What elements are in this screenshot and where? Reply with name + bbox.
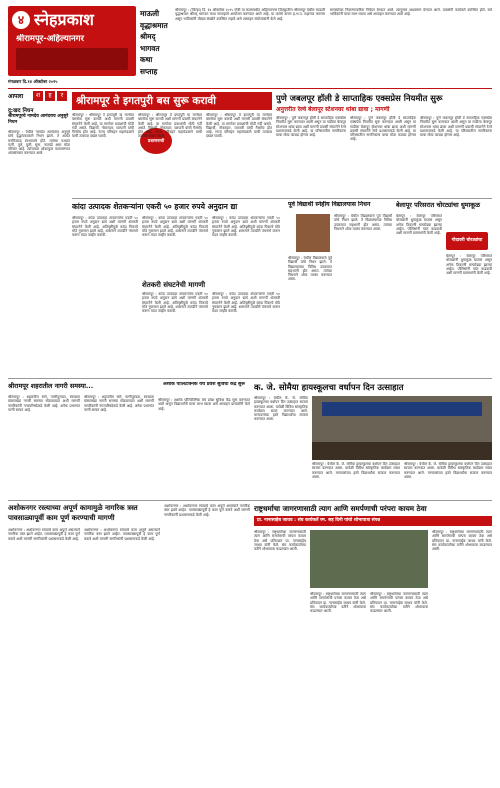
divider bbox=[8, 500, 492, 501]
pune-article: श्रीरामपूर : पुणे जबलपूर हॉली डे साप्ताहिक एक्सप्रेस नियमीत सुरू करण्यात आली असून या गाडीला बेलापूर स्टेशनवर थांबा द्यावा अशी मागणी प्रवासी संघटनेने रेल्वे प्रशासनाकडे केली आहे. या परिसरातील नागरिकांना याचा मोठा फायदा होणार आहे. bbox=[276, 116, 346, 138]
onion-article-col2: श्रीरामपूर : कांदा उत्पादक शेतकऱ्यांना एकरी ५० हजार रुपये अनुदान द्यावे अशी मागणी शेतकरी संघटनेने केली आहे. अतिवृष्टीमुळे कांदा पिकाचे मोठे नुकसान झाले आहे. शासनाने तातडीने पंचनामे करून मदत जाहीर करावी. bbox=[142, 216, 208, 238]
aapla-section bbox=[8, 91, 70, 103]
civic-article: श्रीरामपूर : शहरातील रस्ते, पाणीपुरवठा, स्वच्छता यांसारख्या नागरी समस्या सोडवाव्यात अशी मागणी नागरिकांनी नगरपरिषदेकडे केली आहे. अनेक प्रभागांत पाणी साचत आहे. bbox=[8, 395, 80, 412]
obituary-text: श्रीरामपूर : येथील नामदेव आनंदराव अनुसुरे यांचे वृद्धापकाळाने निधन झाले. ते अत्यंत मनमिळाऊ स्वभावाचे होते. त्यांच्या पश्चात पत्नी, मुले, मुली, सुना, नातवंडे असा मोठा परिवार आहे. त्यांच्यावर शोकाकुल वातावरणात अंत्यसंस्कार करण्यात आले. bbox=[8, 130, 70, 156]
stage-table bbox=[312, 442, 492, 460]
farmers-article: श्रीरामपूर : कांदा उत्पादक शेतकऱ्यांना एकरी ५० हजार रुपये अनुदान द्यावे अशी मागणी शेतकरी संघटनेने केली आहे. अतिवृष्टीमुळे कांदा पिकाचे मोठे नुकसान झाले आहे. शासनाने तातडीने पंचनामे करून मदत जाहीर करावी. bbox=[142, 292, 208, 314]
belapur-badge: गोदावरी चोरट्यांचा bbox=[446, 232, 488, 250]
rashtra-article-col3: श्रीरामपूर : राष्ट्रधर्माच्या जागरणासाठी त्याग आणि समर्पणाची परंपरा कायम ठेवा असे प्रतिपादन प्रा. नानासाहेब जाधव यांनी केले. संघ कार्यकर्त्यांच्या वतीने शोभायात्रा काढण्यात आली. bbox=[370, 592, 428, 614]
tagline-word: सप्ताह bbox=[140, 66, 158, 76]
issue-badge: ४ bbox=[12, 11, 30, 29]
soumya-article-col3: श्रीरामपूर : येथील के. जे. सोमैया हायस्कूलचा वर्धापन दिन उत्साहात साजरा करण्यात आला. यावेळी विविध सांस्कृतिक कार्यक्रम सादर करण्यात आले. मान्यवरांच्या हस्ते विद्यार्थ्यांचा सत्कार करण्यात आला. bbox=[404, 462, 492, 479]
masthead-title: स्नेहप्रकाश bbox=[34, 10, 94, 29]
divider bbox=[8, 378, 492, 379]
tagline-column bbox=[140, 8, 170, 84]
tagline-word: श्रीमद् bbox=[140, 32, 156, 41]
rashtra-article: श्रीरामपूर : राष्ट्रधर्माच्या जागरणासाठी त्याग आणि समर्पणाची परंपरा कायम ठेवा असे प्रतिपादन प्रा. नानासाहेब जाधव यांनी केले. संघ कार्यकर्त्यांच्या वतीने शोभायात्रा काढण्यात आली. bbox=[254, 530, 306, 552]
admin-badge: प्रशासनाची bbox=[140, 128, 172, 154]
soumya-article-col2: श्रीरामपूर : येथील के. जे. सोमैया हायस्कूलचा वर्धापन दिन उत्साहात साजरा करण्यात आला. यावेळी विविध सांस्कृतिक कार्यक्रम सादर करण्यात आले. मान्यवरांच्या हस्ते विद्यार्थ्यांचा सत्कार करण्यात आला. bbox=[312, 462, 400, 479]
pune-article-col2: श्रीरामपूर : पुणे जबलपूर हॉली डे साप्ताहिक एक्सप्रेस नियमीत सुरू करण्यात आली असून या गाडीला बेलापूर स्टेशनवर थांबा द्यावा अशी मागणी प्रवासी संघटनेने रेल्वे प्रशासनाकडे केली आहे. या परिसरातील नागरिकांना याचा मोठा फायदा होणार आहे. bbox=[350, 116, 416, 142]
bus-article-col2: श्रीरामपूर : श्रीरामपूर ते इगतपुरी या मार्गावर बससेवा सुरू करावी अशी मागणी प्रवासी संघटनेने केली आहे. या मार्गावर प्रवाशांची मोठी गर्दी असते. विद्यार्थी, नोकरदार, व्यापारी यांची गैरसोय होत आहे. राज्य परिवहन महामंडळाने याची तत्काळ दखल घ्यावी. bbox=[138, 113, 202, 139]
tagline-word: वृद्धाश्रमात bbox=[140, 20, 168, 30]
rashtra-subheadline-bar bbox=[254, 516, 492, 526]
bus-article: श्रीरामपूर : श्रीरामपूर ते इगतपुरी या मार्गावर बससेवा सुरू करावी अशी मागणी प्रवासी संघटनेने केली आहे. या मार्गावर प्रवाशांची मोठी गर्दी असते. विद्यार्थी, नोकरदार, व्यापारी यांची गैरसोय होत आहे. राज्य परिवहन महामंडळाने याची तत्काळ दखल घ्यावी. bbox=[72, 113, 134, 139]
aapla-letter: श bbox=[33, 91, 43, 101]
obituary-name: श्रीरामपूरचे नामदेव आनंदराव अनुसुरे निधन bbox=[8, 114, 69, 125]
obituary-head: दु:खद निधन bbox=[8, 108, 34, 114]
onion-article: श्रीरामपूर : कांदा उत्पादक शेतकऱ्यांना एकरी ५० हजार रुपये अनुदान द्यावे अशी मागणी शेतकरी संघटनेने केली आहे. अतिवृष्टीमुळे कांदा पिकाचे मोठे नुकसान झाले आहे. शासनाने तातडीने पंचनामे करून मदत जाहीर करावी. bbox=[72, 216, 138, 238]
banner bbox=[322, 402, 482, 416]
ashok-road-article: अशोकनगर : अशोकनगर रस्त्याचे काम अपूर्ण असल्याने नागरिक त्रस्त झाले आहेत. पावसाळ्यापूर्वी हे काम पूर्ण करावे अशी मागणी नागरिकांनी प्रशासनाकडे केली आहे. bbox=[8, 528, 80, 541]
bus-headline-text: श्रीरामपूर ते इगतपुरी बस सुरू करावी bbox=[76, 95, 216, 107]
ashok-headline: अशोक पॉलिटेक्निक येथे प्रवेश सुविधा केंद्र सुरू bbox=[162, 382, 246, 387]
farmers-article-col2: श्रीरामपूर : कांदा उत्पादक शेतकऱ्यांना एकरी ५० हजार रुपये अनुदान द्यावे अशी मागणी शेतकरी संघटनेने केली आहे. अतिवृष्टीमुळे कांदा पिकाचे मोठे नुकसान झाले आहे. शासनाने तातडीने पंचनामे करून मदत जाहीर करावी. bbox=[212, 292, 280, 314]
masthead-news-left: श्रीरामपूर : (जिल्हा) दि. १४ ऑक्टोबर २०२५ रोजी या कालावधीत अहिल्यानगर जिल्ह्यातील श्रीरामपूर येथील माऊली वृद्धाश्रमात श्रीमद् भागवत कथा सप्ताहाचे आयोजन करण्यात आले आहे. या कथेचे वाचन ह.भ.प. महाराज करणार असून भाविकांनी मोठ्या संख्येने उपस्थित राहावे असे आवाहन संयोजकांनी केले आहे. bbox=[175, 8, 325, 21]
bus-headline bbox=[72, 92, 272, 110]
sthapan-headline: पूर्व विद्यार्थी स्नेहीय विद्यालयास निधन bbox=[288, 201, 371, 208]
belapur-article-col2: बेलापूर : बेलापूर परिसरात चोरट्यांनी धुमाकूळ घातला असून अनेक ठिकाणी घरफोड्या झाल्या आहेत. पोलिसांनी गस्त वाढवावी अशी मागणी ग्रामस्थांनी केली आहे. bbox=[446, 254, 492, 276]
tagline-word: माऊली bbox=[140, 9, 160, 18]
civic-article-col2: श्रीरामपूर : शहरातील रस्ते, पाणीपुरवठा, स्वच्छता यांसारख्या नागरी समस्या सोडवाव्यात अशी मागणी नागरिकांनी नगरपरिषदेकडे केली आहे. अनेक प्रभागांत पाणी साचत आहे. bbox=[84, 395, 154, 412]
ashok-article: श्रीरामपूर : अशोक पॉलिटेक्निक येथे प्रवेश सुविधा केंद्र सुरू करण्यात आले असून विद्यार्थ्यांनी याचा लाभ घ्यावा असे आवाहन प्राचार्यांनी केले आहे. bbox=[158, 398, 250, 411]
divider bbox=[72, 198, 492, 199]
civic-headline: श्रीरामपूर शहरातील नागरी समस्या... bbox=[8, 382, 94, 390]
aapla-letter: ह bbox=[45, 91, 55, 101]
masthead bbox=[8, 6, 136, 86]
rashtra-article-col2: श्रीरामपूर : राष्ट्रधर्माच्या जागरणासाठी त्याग आणि समर्पणाची परंपरा कायम ठेवा असे प्रतिपादन प्रा. नानासाहेब जाधव यांनी केले. संघ कार्यकर्त्यांच्या वतीने शोभायात्रा काढण्यात आली. bbox=[310, 592, 366, 614]
ashok-road-article-col2: अशोकनगर : अशोकनगर रस्त्याचे काम अपूर्ण असल्याने नागरिक त्रस्त झाले आहेत. पावसाळ्यापूर्वी हे काम पूर्ण करावे अशी मागणी नागरिकांनी प्रशासनाकडे केली आहे. bbox=[84, 528, 160, 541]
soumya-photo bbox=[312, 396, 492, 460]
onion-headline: कांदा उत्पादक शेतकऱ्यांना एकरी ५० हजार रुपये अनुदान द्या bbox=[72, 202, 238, 211]
aapla-letter: र bbox=[57, 91, 67, 101]
tagline-word: कथा bbox=[140, 55, 153, 64]
rashtra-article-col4: श्रीरामपूर : राष्ट्रधर्माच्या जागरणासाठी त्याग आणि समर्पणाची परंपरा कायम ठेवा असे प्रतिपादन प्रा. नानासाहेब जाधव यांनी केले. संघ कार्यकर्त्यांच्या वतीने शोभायात्रा काढण्यात आली. bbox=[432, 530, 492, 552]
pune-article-col3: श्रीरामपूर : पुणे जबलपूर हॉली डे साप्ताहिक एक्सप्रेस नियमीत सुरू करण्यात आली असून या गाडीला बेलापूर स्टेशनवर थांबा द्यावा अशी मागणी प्रवासी संघटनेने रेल्वे प्रशासनाकडे केली आहे. या परिसरातील नागरिकांना याचा मोठा फायदा होणार आहे. bbox=[420, 116, 492, 138]
rashtra-headline: राष्ट्रधर्माचा जागरणासाठी त्याग आणि समर्पणाची परंपरा कायम ठेवा bbox=[254, 504, 427, 513]
sthapan-article: श्रीरामपूर : येथील विद्यालयाचे पूर्व विद्यार्थी यांचे निधन झाले. ते विद्यालयाच्या विविध उपक्रमात सहभागी होत असत. त्यांच्या निधनाने शोक व्यक्त करण्यात आला. bbox=[334, 214, 392, 231]
rashtra-subheadline: प्रा. नानासाहेब जाधव : संघ कार्यकर्ते रम. सह दिनी पांचो शोभायात्रा संपन्न bbox=[257, 518, 380, 523]
dateline: मंगळवार दि.१४ ऑक्टोबर २०२५ bbox=[8, 79, 58, 84]
farmers-headline: शेतकरी संघटनेची मागणी bbox=[142, 281, 206, 289]
sthapan-article-col2: श्रीरामपूर : येथील विद्यालयाचे पूर्व विद्यार्थी यांचे निधन झाले. ते विद्यालयाच्या विविध उपक्रमात सहभागी होत असत. त्यांच्या निधनाने शोक व्यक्त करण्यात आला. bbox=[288, 256, 332, 282]
soumya-article: श्रीरामपूर : येथील के. जे. सोमैया हायस्कूलचा वर्धापन दिन उत्साहात साजरा करण्यात आला. यावेळी विविध सांस्कृतिक कार्यक्रम सादर करण्यात आले. मान्यवरांच्या हस्ते विद्यार्थ्यांचा सत्कार करण्यात आला. bbox=[254, 396, 308, 422]
bus-article-col3: श्रीरामपूर : श्रीरामपूर ते इगतपुरी या मार्गावर बससेवा सुरू करावी अशी मागणी प्रवासी संघटनेने केली आहे. या मार्गावर प्रवाशांची मोठी गर्दी असते. विद्यार्थी, नोकरदार, व्यापारी यांची गैरसोय होत आहे. राज्य परिवहन महामंडळाने याची तत्काळ दखल घ्यावी. bbox=[206, 113, 272, 139]
masthead-subtitle: श्रीरामपूर-अहिल्यानगर bbox=[16, 34, 85, 44]
belapur-article: बेलापूर : बेलापूर परिसरात चोरट्यांनी धुमाकूळ घातला असून अनेक ठिकाणी घरफोड्या झाल्या आहेत. पोलिसांनी गस्त वाढवावी अशी मागणी ग्रामस्थांनी केली आहे. bbox=[396, 214, 442, 236]
ashok-road-headline: अशोकनगर रस्त्याच्या अपूर्ण कामामुळे नागरिक त्रस्त पावसाळ्यापूर्वी काम पूर्ण करण्याची मागणी bbox=[8, 504, 138, 522]
pune-headline: पुणे जबलपूर हॉली डे साप्ताहिक एक्सप्रेस नियमीत सुरू bbox=[276, 93, 443, 103]
belapur-headline: बेलापूर परिसरात चोरट्यांचा धुमाकूळ bbox=[396, 201, 481, 209]
pune-subheadline: अनुत्तरीत रेल्वे बेलापूर स्टेशनवर थांबा द्यावा ; मागणी bbox=[276, 106, 390, 113]
masthead-news-right: समस्यांच्या निवारणाकरिता निवेदन देण्यात आले. त्यानुसार आश्वासन देण्यात आले. याप्रसंगी कार्यकर्ते उपस्थित होते. सर्व भाविकांनी याचा लाभ घ्यावा असे आवाहन करण्यात आले आहे. bbox=[330, 8, 492, 17]
ashok-road-article-col3: अशोकनगर : अशोकनगर रस्त्याचे काम अपूर्ण असल्याने नागरिक त्रस्त झाले आहेत. पावसाळ्यापूर्वी हे काम पूर्ण करावे अशी मागणी नागरिकांनी प्रशासनाकडे केली आहे. bbox=[164, 504, 250, 517]
soumya-headline: क. जे. सोमैया हायस्कूलचा वर्धापन दिन उत्साहात bbox=[254, 382, 404, 392]
divider bbox=[8, 88, 492, 89]
rashtra-photo bbox=[310, 530, 428, 588]
sthapan-portrait bbox=[296, 214, 330, 252]
tagline-word: भागवत bbox=[140, 43, 160, 53]
masthead-logo-band bbox=[16, 48, 128, 70]
onion-article-col3: श्रीरामपूर : कांदा उत्पादक शेतकऱ्यांना एकरी ५० हजार रुपये अनुदान द्यावे अशी मागणी शेतकरी संघटनेने केली आहे. अतिवृष्टीमुळे कांदा पिकाचे मोठे नुकसान झाले आहे. शासनाने तातडीने पंचनामे करून मदत जाहीर करावी. bbox=[212, 216, 280, 238]
aapla-label: आपला bbox=[8, 93, 24, 100]
